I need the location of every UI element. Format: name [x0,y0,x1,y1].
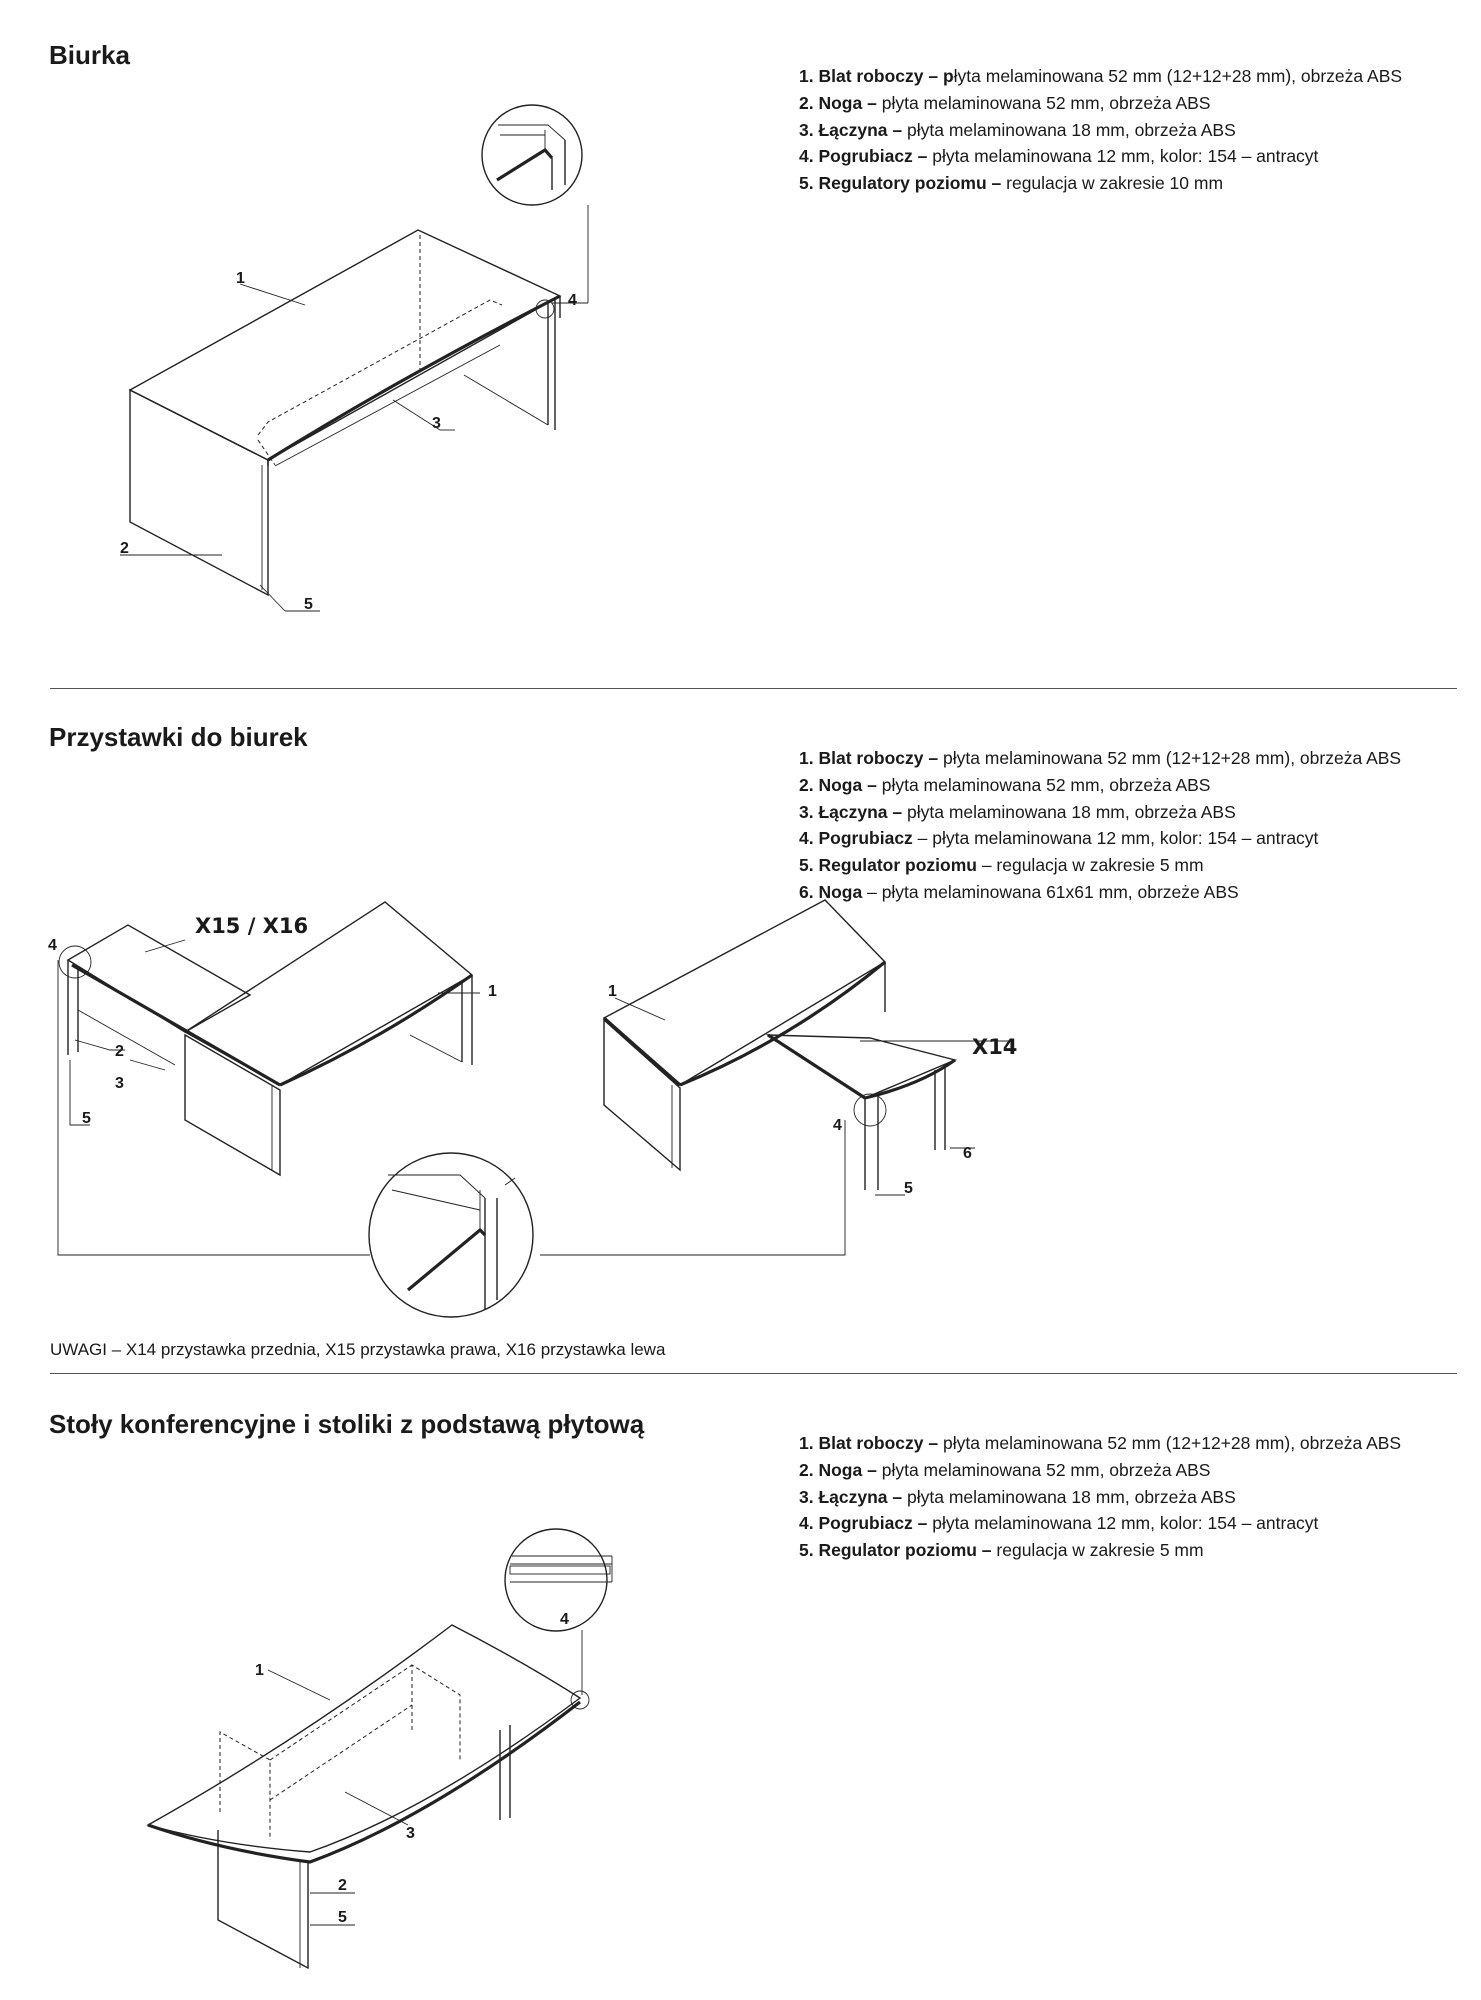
edge-detail [497,125,565,190]
spec-item [799,852,1401,879]
spec-item [799,825,1401,852]
table-top [148,1625,580,1862]
callout-label-4-right: 4 [833,1117,842,1134]
spec-desc: płyta melaminowana 12 mm, kolor: 154 – antracyt [927,146,1319,167]
callout-label-5-right: 5 [904,1180,913,1197]
spec-desc: płyta melaminowana 18 mm, obrzeża ABS [902,119,1236,140]
spec-item [799,1430,1401,1457]
section-divider [50,1373,1457,1374]
spec-item [799,1457,1401,1484]
callout-label-1: 1 [236,270,245,287]
callout-label-2: 2 [120,540,129,557]
detail-circle [505,1529,607,1631]
spec-num: 1. [799,66,814,86]
spec-item [799,117,1402,144]
spec-desc: regulacja w zakresie 5 mm [991,1540,1204,1561]
section-title-biurka: Biurka [49,40,130,70]
section-title-stoly: Stoły konferencyjne i stoliki z podstawą płytową [49,1409,645,1439]
spec-desc: płyta melaminowana 52 mm (12+12+28 mm), obrzeża ABS [938,1433,1402,1453]
spec-name: Łączyna – [818,801,903,822]
callout-label-3: 3 [406,1825,415,1842]
section-title-przystawki: Przystawki do biurek [49,722,308,752]
spec-num: 2. [799,774,814,795]
spec-name: Regulator poziomu – [818,1540,992,1561]
front-return-desk [604,900,955,1190]
spec-name: Noga – [818,774,877,795]
spec-name: Noga – [818,1459,877,1480]
spec-desc: – regulacja w zakresie 5 mm [976,855,1204,876]
desk-leg-right [464,300,555,430]
spec-item [799,63,1402,90]
spec-desc: regulacja w zakresie 10 mm [1001,173,1224,194]
spec-name: Blat roboczy – [818,1433,939,1453]
spec-num: 2. [799,1459,814,1480]
callout-label-2: 2 [115,1043,124,1060]
spec-num: 4. [799,146,814,167]
spec-name: Regulator poziomu [818,855,977,876]
spec-num: 3. [799,119,814,140]
spec-desc: płyta melaminowana 18 mm, obrzeża ABS [902,801,1236,822]
spec-num: 1. [799,748,814,768]
spec-num: 5. [799,855,814,876]
desk-drawing [0,0,760,640]
callout-label-5: 5 [82,1110,91,1127]
callout-label-5: 5 [304,596,313,613]
left-edge-marker [59,946,91,978]
spec-num: 5. [799,1540,814,1561]
callout-label-1-right: 1 [608,983,617,1000]
remarks-note: UWAGI – X14 przystawka przednia, X15 przystawka prawa, X16 przystawka lewa [50,1340,666,1359]
spec-name: Noga – [818,92,877,113]
spec-name: Łączyna – [818,1486,903,1507]
spec-desc: płyta melaminowana 52 mm (12+12+28 mm), obrzeża ABS [938,748,1402,768]
callout-label-4: 4 [48,937,57,954]
spec-name: Regulatory poziomu – [818,173,1002,194]
spec-item [799,1510,1401,1537]
callout-label-5: 5 [338,1909,347,1926]
spec-num: 3. [799,801,814,822]
spec-desc: – płyta melaminowana 12 mm, kolor: 154 – antracyt [912,828,1319,849]
conference-table-drawing [0,1500,760,1980]
spec-desc: płyta melaminowana 18 mm, obrzeża ABS [902,1486,1236,1507]
spec-name: Blat roboczy – p [818,66,954,86]
spec-item [799,170,1402,197]
spec-name: Pogrubiacz [818,828,913,849]
edge-detail [510,1556,612,1582]
table-leg-right [500,1725,510,1820]
spec-list-stoly [799,1430,1401,1564]
spec-name: Noga [818,881,863,902]
return-desk-left [68,902,472,1175]
spec-num: 3. [799,1486,814,1507]
callout-label-3: 3 [115,1075,124,1092]
spec-desc: – płyta melaminowana 61x61 mm, obrzeże ABS [862,881,1239,902]
section-divider [50,688,1457,689]
spec-num: 4. [799,1513,814,1534]
extension-drawing [0,880,1100,1320]
callout-label-6: 6 [963,1145,972,1162]
spec-item [799,143,1402,170]
spec-item [799,90,1402,117]
spec-desc: łyta melaminowana 52 mm (12+12+28 mm), obrzeża ABS [953,66,1403,86]
spec-num: 2. [799,92,814,113]
spec-name: Pogrubiacz – [818,146,928,167]
spec-num: 5. [799,173,814,194]
desk-top [130,230,560,466]
spec-name: Łączyna – [818,119,903,140]
spec-item [799,772,1401,799]
detail-circle [482,105,582,205]
spec-name: Blat roboczy – [818,748,939,768]
spec-num: 6. [799,881,814,902]
spec-list-biurka [799,63,1402,197]
callout-label-1: 1 [488,983,497,1000]
spec-num: 1. [799,1433,814,1453]
spec-desc: płyta melaminowana 52 mm, obrzeża ABS [876,774,1211,795]
spec-name: Pogrubiacz – [818,1513,928,1534]
edge-detail [388,1175,515,1310]
callout-label-4: 4 [568,292,577,309]
model-label-x14: X14 [972,1035,1018,1059]
table-connector [220,1665,460,1840]
detail-circle [369,1153,533,1317]
spec-item [799,1537,1401,1564]
spec-desc: płyta melaminowana 12 mm, kolor: 154 – antracyt [927,1513,1319,1534]
callout-label-2: 2 [338,1877,347,1894]
spec-desc: płyta melaminowana 52 mm, obrzeża ABS [876,92,1211,113]
model-label-x15-x16: X15 / X16 [195,914,309,938]
desk-leg-left [130,390,268,595]
desk-connector [258,235,502,466]
spec-num: 4. [799,828,814,849]
callout-label-1: 1 [255,1662,264,1679]
spec-desc: płyta melaminowana 52 mm, obrzeża ABS [876,1459,1211,1480]
right-edge-marker [854,1094,886,1126]
callout-label-3: 3 [432,415,441,432]
spec-item [799,1484,1401,1511]
spec-item [799,799,1401,826]
callout-label-4: 4 [560,1611,569,1628]
spec-item [799,745,1401,772]
